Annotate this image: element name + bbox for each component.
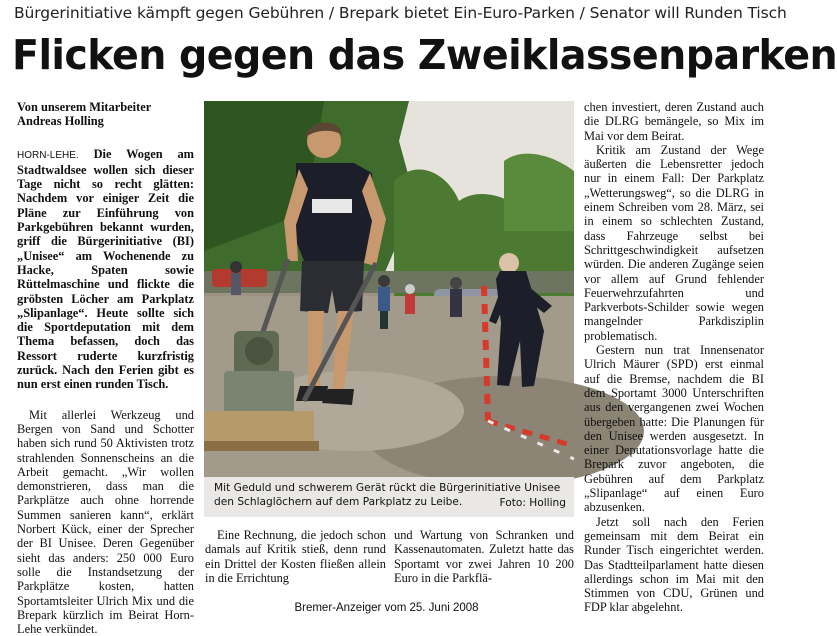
article-paragraph: Kritik am Zustand der Wege äußerten die Lebensretter jedoch nur in einem Fall: Der Parkplatz „Wetterungsweg“, so die DLRG in einem Schreiben vom 28. März, sei in einem so schlechten Zustand, dass Fahrzeuge selbst bei Schrittgeschwindigkeit aufsetzen würden. Die anderen Zugänge seien vor allem auf Grund fehlender Feuerwehrzufahrten und Parkverbots-Schilder sowie wegen mangelnder Parkdisziplin problematisch. — [584, 142, 764, 343]
article-column-1 — [17, 100, 194, 636]
kicker-line: Bürgerinitiative kämpft gegen Gebühren / Brepark bietet Ein-Euro-Parken / Senator will Runden Tisch — [14, 4, 787, 22]
article-paragraph: und Wartung von Schranken und Kassenautomaten. Zuletzt hatte das Sportamt vor zwei Jahren 10 200 Euro in die Parkflä- — [394, 528, 574, 585]
article-column-2 — [205, 528, 386, 585]
lead-text: Die Wogen am Stadtwaldsee wollen sich dieser Tage nicht so recht glätten: Nachdem vor einiger Zeit die Pläne zur Einführung von Parkgebühren bekannt wurden, griff die Bürgerinitiative (BI) „Unisee“ am Wochenende zu Hacke, Spaten sowie Rüttelmaschine und flickte die gröbsten Löcher am Parkplatz „Slipanlage“. Heute sollte sich die Sportdeputation mit dem Thema befassen, doch das Ressort ruderte kurzfristig zurück. Nach den Ferien gibt es nun erst einen runden Tisch. — [17, 146, 194, 392]
headline: Flicken gegen das Zweiklassenparken — [12, 31, 837, 79]
lead-paragraph — [17, 147, 194, 392]
photo-credit: Foto: Holling — [499, 497, 566, 509]
byline-line-2: Andreas Holling — [17, 114, 104, 129]
article-photo — [204, 101, 574, 477]
article-paragraph: Gestern nun trat Innensenator Ulrich Mäurer (SPD) erst einmal auf die Bremse, nachdem die BI dem Sportamt 3000 Unterschriften aus den vergangenen zwei Wochen übergeben hatte: Die Planungen für den Unisee werden ausgesetzt. In einer Deputationsvorlage hatte die Brepark zuvor angeboten, die Gebühren auf dem Parkplatz „Slipanlage“ auf einen Euro abzusenken. — [584, 343, 764, 515]
article-paragraph: chen investiert, deren Zustand auch die DLRG bemängele, so Mix im Mai vor dem Beirat. — [584, 100, 764, 143]
dateline: HORN-LEHE. — [17, 149, 79, 161]
article-column-4 — [584, 100, 764, 615]
photo-caption — [204, 477, 574, 517]
caption-text: Mit Geduld und schwerem Gerät rückt die Bürgerinitiative Unisee den Schlaglöchern auf dem Parkplatz zu Leibe. — [214, 482, 561, 508]
article-paragraph: Eine Rechnung, die jedoch schon damals auf Kritik stieß, denn rund ein Drittel der Kosten fließen allein in die Errichtung — [205, 528, 386, 585]
article-column-3 — [394, 528, 574, 585]
byline-line-1: Von unserem Mitarbeiter — [17, 100, 152, 114]
article-paragraph: Jetzt soll nach den Ferien gemeinsam mit dem Beirat ein Runder Tisch eingerichtet werden. Das Stadtteilparlament hatte diesen allerdings schon im Mai mit den Stimmen von CDU, Grünen und FDP klar abgelehnt. — [584, 514, 764, 615]
source-line: Bremer-Anzeiger vom 25. Juni 2008 — [294, 602, 479, 614]
article-paragraph: Mit allerlei Werkzeug und Bergen von Sand und Schotter haben sich rund 50 Aktivisten trotz strahlenden Sonnenscheins an die Arbeit gemacht. „Wir wollen demonstrieren, dass man die Parkplätze auch ohne horrende Summen sanieren kann“, erklärt Norbert Kück, einer der Sprecher der BI Unisee. Deren Gegenüber sieht das anders: 250 000 Euro solle die Instandsetzung der Parkplätze kosten, hatten Sportamtsleiter Ulrich Mix und die Brepark kürzlich im Beirat Horn-Lehe verkündet. — [17, 407, 194, 636]
